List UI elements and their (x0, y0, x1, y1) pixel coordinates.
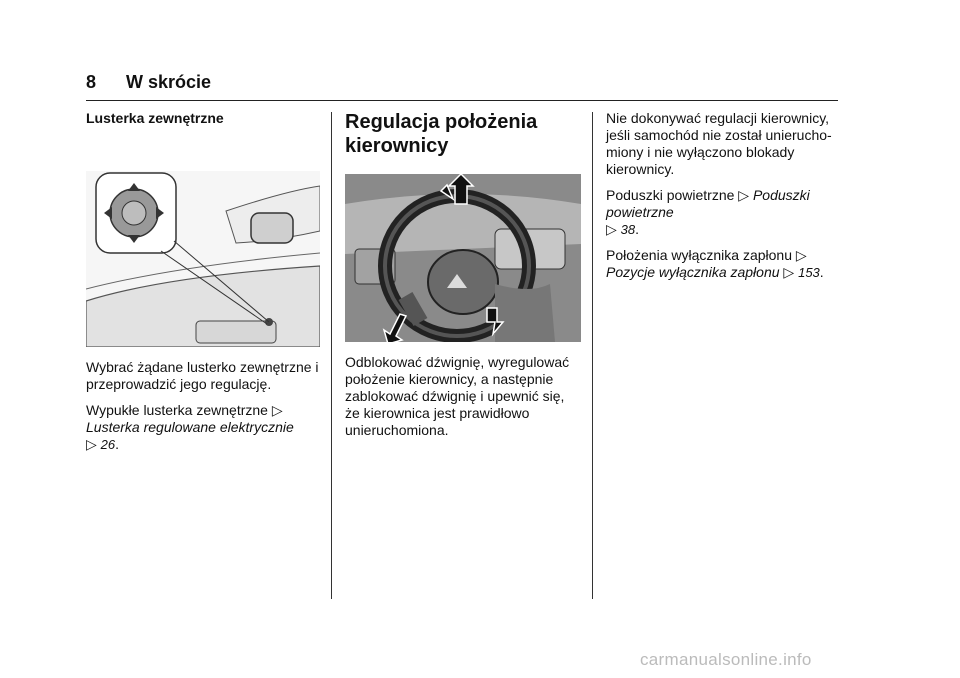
airbags-reference-link[interactable]: Poduszki powietrzne (606, 187, 810, 220)
column-divider (331, 112, 332, 599)
mirror-reference-link[interactable]: Lusterka regulowane elektrycznie (86, 419, 294, 435)
reference-arrow-icon: ▷ (795, 247, 807, 263)
steering-instruction: Odblokować dźwignię, wyregulować położenie kierownicy, a następnie zablokować dźwignię i upewnić się, że kierownica jest prawidłowo unieruchomiona. (345, 354, 570, 438)
page-arrow-icon: ▷ (606, 221, 617, 237)
airbags-page-ref[interactable]: 38 (620, 222, 636, 237)
page-number: 8 (86, 72, 97, 92)
mirror-control-illustration (86, 171, 320, 347)
convex-mirrors-para: Wypukłe lusterka zewnętrzne ▷ Lusterka regulowane elektrycznie ▷ 26. (86, 402, 294, 452)
column-mirrors (86, 110, 322, 462)
column-divider (592, 112, 593, 599)
column-steering (345, 110, 581, 448)
column-notes (606, 110, 842, 290)
airbags-text: Poduszki powietrzne (606, 187, 735, 203)
chapter-title: W skrócie (126, 72, 212, 92)
mirrors-instruction: Wybrać żądane lusterko zewnętrzne i przeprowadzić jego regulację. (86, 359, 319, 392)
ignition-para: Położenia wyłącznika zapłonu ▷ Pozycje wyłącznika zapłonu ▷ 153. (606, 247, 824, 280)
ignition-page-ref[interactable]: 153 (798, 265, 820, 280)
page-arrow-icon: ▷ (86, 436, 97, 452)
page-arrow-icon: ▷ (783, 264, 795, 280)
page-header (86, 70, 838, 101)
section-title-steering: Regulacja położenia kierownicy (345, 111, 538, 157)
ignition-reference-link[interactable]: Pozycje wyłącznika zapłonu (606, 264, 780, 280)
airbags-para: Poduszki powietrzne ▷ Poduszki powietrzne ▷ 38. (606, 187, 810, 237)
reference-arrow-icon: ▷ (738, 187, 750, 203)
mirror-page-ref[interactable]: 26 (100, 437, 116, 452)
watermark: carmanualsonline.info (640, 650, 812, 669)
steering-wheel-illustration (345, 174, 581, 342)
reference-arrow-icon: ▷ (271, 402, 283, 418)
convex-mirrors-text: Wypukłe lusterka zewnętrzne (86, 402, 268, 418)
section-title-mirrors: Lusterka zewnętrzne (86, 110, 224, 126)
steering-warning: Nie dokonywać regulacji kierownicy, jeśli samochód nie został unieruchomiony i nie wyłączono blokady kierownicy. (606, 110, 832, 177)
ignition-text: Położenia wyłącznika zapłonu (606, 247, 792, 263)
